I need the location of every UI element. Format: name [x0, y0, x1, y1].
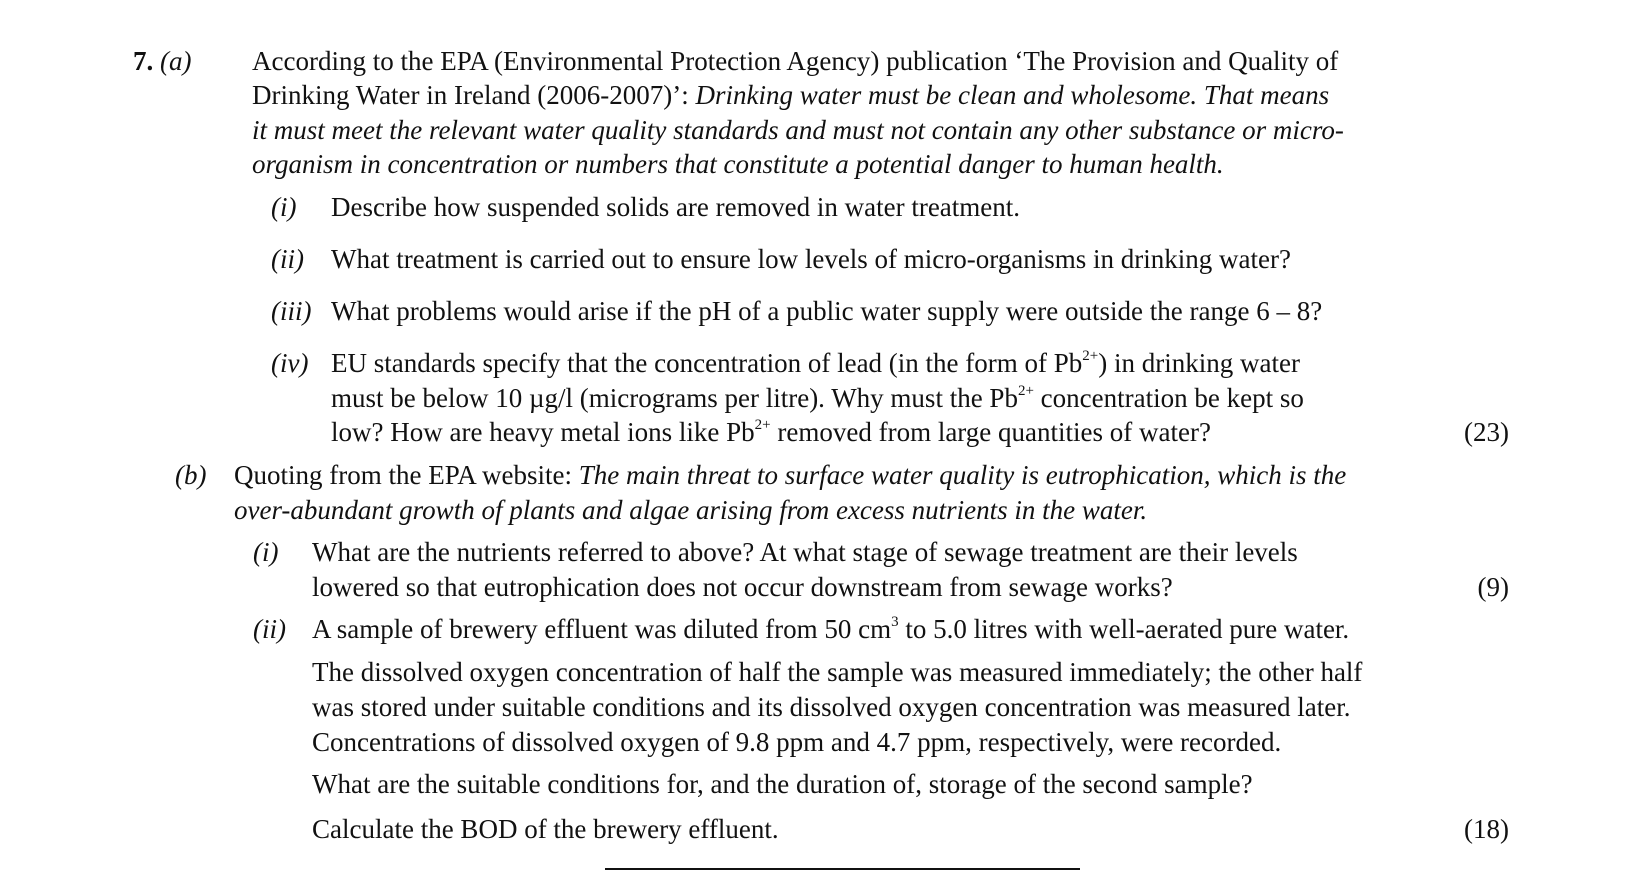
- part-b-item-ii-line-1: [312, 612, 1349, 646]
- part-a-item-ii-label: (ii): [271, 244, 304, 274]
- part-b-item-ii-para-line-2: was stored under suitable conditions and its dissolved oxygen concentration was measured later.: [312, 692, 1351, 722]
- part-b-intro-line-1: [234, 458, 1346, 492]
- part-b-quote-1: The main threat to surface water quality is eutrophication, which is the: [578, 460, 1347, 490]
- part-a-quote-3: organism in concentration or numbers that constitute a potential danger to human health.: [252, 149, 1224, 179]
- part-a-quote-2: it must meet the relevant water quality standards and must not contain any other substance or micro-: [252, 115, 1344, 145]
- question-number: 7.: [133, 46, 154, 76]
- part-a-intro-line-1: According to the EPA (Environmental Protection Agency) publication ‘The Provision and Quality of: [252, 46, 1339, 76]
- part-b-ii-marks: (18): [1464, 814, 1509, 844]
- part-a-quote-1: Drinking water must be clean and wholesome. That means: [695, 80, 1330, 110]
- part-b-item-ii-label: (ii): [253, 614, 286, 644]
- end-rule: [605, 868, 1080, 870]
- part-b-item-ii-question-2: Calculate the BOD of the brewery effluent.: [312, 814, 779, 844]
- part-b-item-i-line-1: What are the nutrients referred to above? At what stage of sewage treatment are their levels: [312, 537, 1298, 567]
- iv-line-1-end: ) in drinking water: [1098, 348, 1300, 378]
- part-a-item-iii-label: (iii): [271, 296, 312, 326]
- lead-charge: 2+: [1082, 348, 1099, 364]
- part-b-item-ii-para-line-3: Concentrations of dissolved oxygen of 9.8 ppm and 4.7 ppm, respectively, were recorded.: [312, 727, 1282, 757]
- part-a-item-iv-label: (iv): [271, 348, 309, 378]
- part-a-label: (a): [160, 46, 192, 76]
- part-a-item-iv-line-1: [331, 346, 1300, 380]
- part-a-intro-line-2: [252, 78, 1329, 112]
- part-b-item-ii-question-1: What are the suitable conditions for, and the duration of, storage of the second sample?: [312, 769, 1253, 799]
- part-b-intro-source: Quoting from the EPA website:: [234, 460, 572, 490]
- ii-line-1-start: A sample of brewery effluent was diluted from 50 cm: [312, 614, 892, 644]
- part-a-item-i-text: Describe how suspended solids are removed in water treatment.: [331, 192, 1021, 222]
- part-b-item-ii-para-line-1: The dissolved oxygen concentration of half the sample was measured immediately; the other half: [312, 657, 1363, 687]
- part-b-label: (b): [175, 460, 207, 490]
- iv-line-2-end: concentration be kept so: [1033, 383, 1304, 413]
- iv-line-1-start: EU standards specify that the concentration of lead (in the form of Pb: [331, 348, 1083, 378]
- part-a-marks: (23): [1464, 417, 1509, 447]
- part-a-item-iv-line-3: [331, 415, 1211, 449]
- part-a-intro-source: Drinking Water in Ireland (2006-2007)’:: [252, 80, 689, 110]
- part-a-item-i-label: (i): [271, 192, 297, 222]
- iv-line-2-start: must be below 10 µg/l (micrograms per litre). Why must the Pb: [331, 383, 1018, 413]
- part-a-item-iv-line-2: [331, 381, 1304, 415]
- iv-line-3-start: low? How are heavy metal ions like Pb: [331, 417, 755, 447]
- part-b-quote-2: over-abundant growth of plants and algae arising from excess nutrients in the water.: [234, 495, 1148, 525]
- part-b-item-i-line-2: lowered so that eutrophication does not occur downstream from sewage works?: [312, 572, 1173, 602]
- part-a-item-iii-text: What problems would arise if the pH of a public water supply were outside the range 6 – 8?: [331, 296, 1323, 326]
- ii-line-1-end: to 5.0 litres with well-aerated pure water.: [898, 614, 1350, 644]
- cubic-exponent: 3: [891, 614, 899, 630]
- part-a-item-ii-text: What treatment is carried out to ensure low levels of micro-organisms in drinking water?: [331, 244, 1291, 274]
- lead-charge: 2+: [754, 417, 771, 433]
- part-b-item-i-label: (i): [253, 537, 279, 567]
- iv-line-3-end: removed from large quantities of water?: [770, 417, 1211, 447]
- lead-charge: 2+: [1017, 383, 1034, 399]
- part-b-i-marks: (9): [1477, 572, 1509, 602]
- question-number-line: [133, 44, 191, 78]
